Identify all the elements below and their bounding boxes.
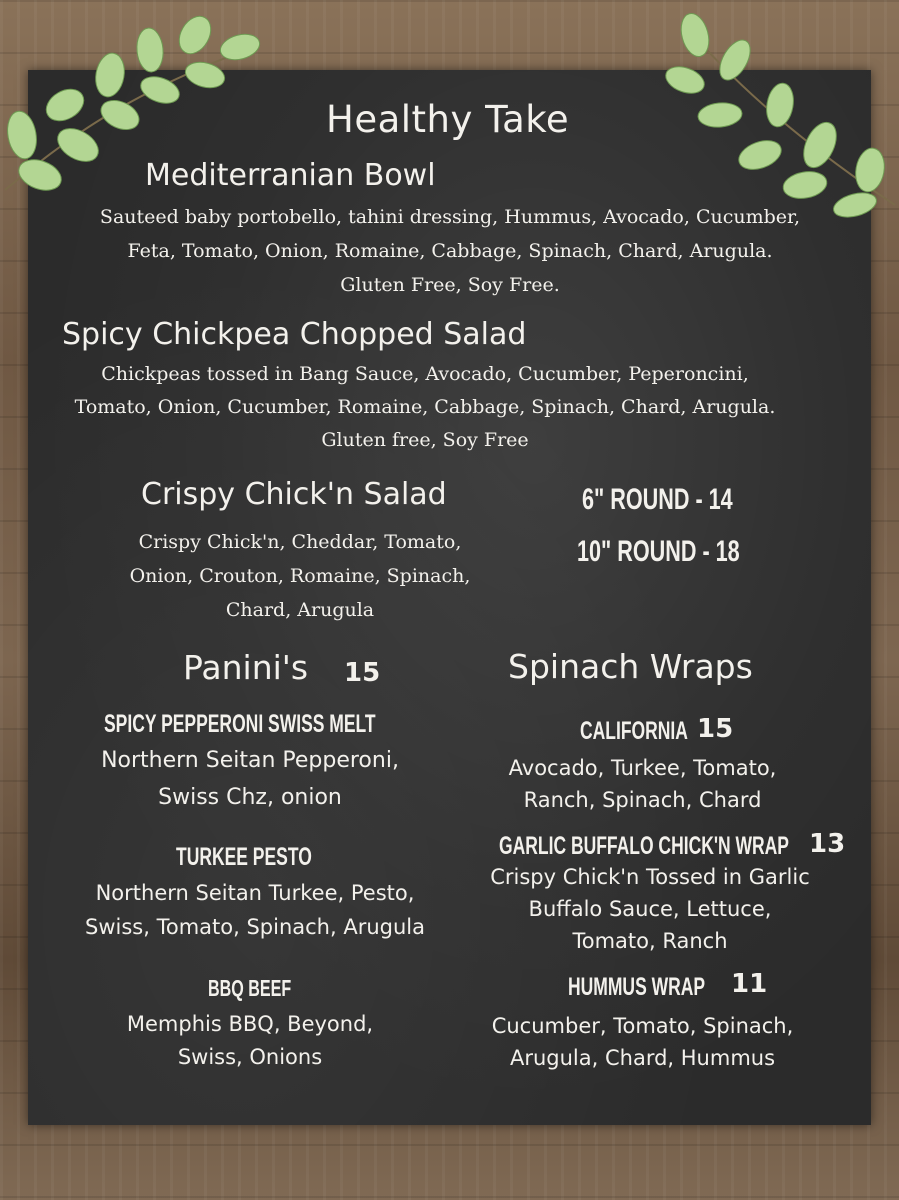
desc-line: Arugula, Chard, Hummus (509, 1046, 776, 1070)
wraps-heading: Spinach Wraps (508, 647, 753, 686)
wrap-item-name: CALIFORNIA (580, 717, 688, 745)
desc-line: Avocado, Turkee, Tomato, (508, 756, 777, 780)
panini-item-name: SPICY PEPPERONI SWISS MELT (104, 710, 376, 738)
panini-item-desc (40, 742, 460, 816)
wrap-item-name: HUMMUS WRAP (568, 973, 706, 1001)
desc-line: Buffalo Sauce, Lettuce, (528, 897, 772, 921)
panini-item-desc (45, 876, 465, 944)
desc-line: Onion, Crouton, Romaine, Spinach, (129, 565, 471, 587)
wrap-item-price: 13 (809, 829, 846, 859)
desc-line: Chickpeas tossed in Bang Sauce, Avocado, Cucumber, Peperoncini, (101, 363, 749, 385)
panini-item-name: BBQ BEEF (208, 975, 292, 1001)
eucalyptus-branch-icon (655, 5, 899, 220)
desc-line: Cucumber, Tomato, Spinach, (491, 1014, 794, 1038)
chickpea-desc (20, 358, 830, 457)
desc-line: Swiss Chz, onion (158, 785, 342, 810)
desc-line: Sauteed baby portobello, tahini dressing, Hummus, Avocado, Cucumber, (99, 206, 801, 228)
wrap-item-price: 15 (697, 714, 734, 744)
desc-line: Swiss, Tomato, Spinach, Arugula (85, 915, 425, 939)
size-6-round: 6" ROUND - 14 (582, 483, 733, 516)
crispy-desc (95, 525, 505, 627)
desc-line: Gluten free, Soy Free (321, 429, 529, 451)
wrap-item-desc (455, 861, 845, 957)
desc-line: Crispy Chick'n, Cheddar, Tomato, (138, 531, 462, 553)
desc-line: Feta, Tomato, Onion, Romaine, Cabbage, Spinach, Chard, Arugula. (127, 240, 773, 262)
desc-line: Ranch, Spinach, Chard (523, 788, 762, 812)
menu-title: Healthy Take (326, 98, 570, 141)
desc-line: Northern Seitan Pepperoni, (101, 748, 399, 773)
wrap-item-name: GARLIC BUFFALO CHICK'N WRAP (499, 832, 789, 860)
chickpea-name: Spicy Chickpea Chopped Salad (62, 317, 527, 352)
panini-item-desc (50, 1008, 450, 1074)
desc-line: Crispy Chick'n Tossed in Garlic (490, 865, 810, 889)
desc-line: Memphis BBQ, Beyond, (126, 1012, 374, 1036)
crispy-name: Crispy Chick'n Salad (141, 477, 447, 512)
bowl-desc (40, 200, 860, 302)
desc-line: Gluten Free, Soy Free. (340, 274, 560, 296)
desc-line: Tomato, Onion, Cucumber, Romaine, Cabbage, Spinach, Chard, Arugula. (74, 396, 776, 418)
desc-line: Northern Seitan Turkee, Pesto, (95, 881, 415, 905)
desc-line: Tomato, Ranch (572, 929, 728, 953)
wrap-item-price: 11 (731, 969, 768, 999)
size-10-round: 10" ROUND - 18 (577, 535, 740, 568)
panini-heading: Panini's (183, 648, 309, 687)
bowl-name: Mediterranian Bowl (145, 158, 436, 193)
desc-line: Chard, Arugula (225, 599, 375, 621)
wrap-item-desc (465, 752, 820, 816)
panini-price: 15 (344, 658, 381, 688)
wrap-item-desc (455, 1010, 830, 1074)
panini-item-name: TURKEE PESTO (176, 843, 312, 871)
desc-line: Swiss, Onions (177, 1045, 323, 1069)
